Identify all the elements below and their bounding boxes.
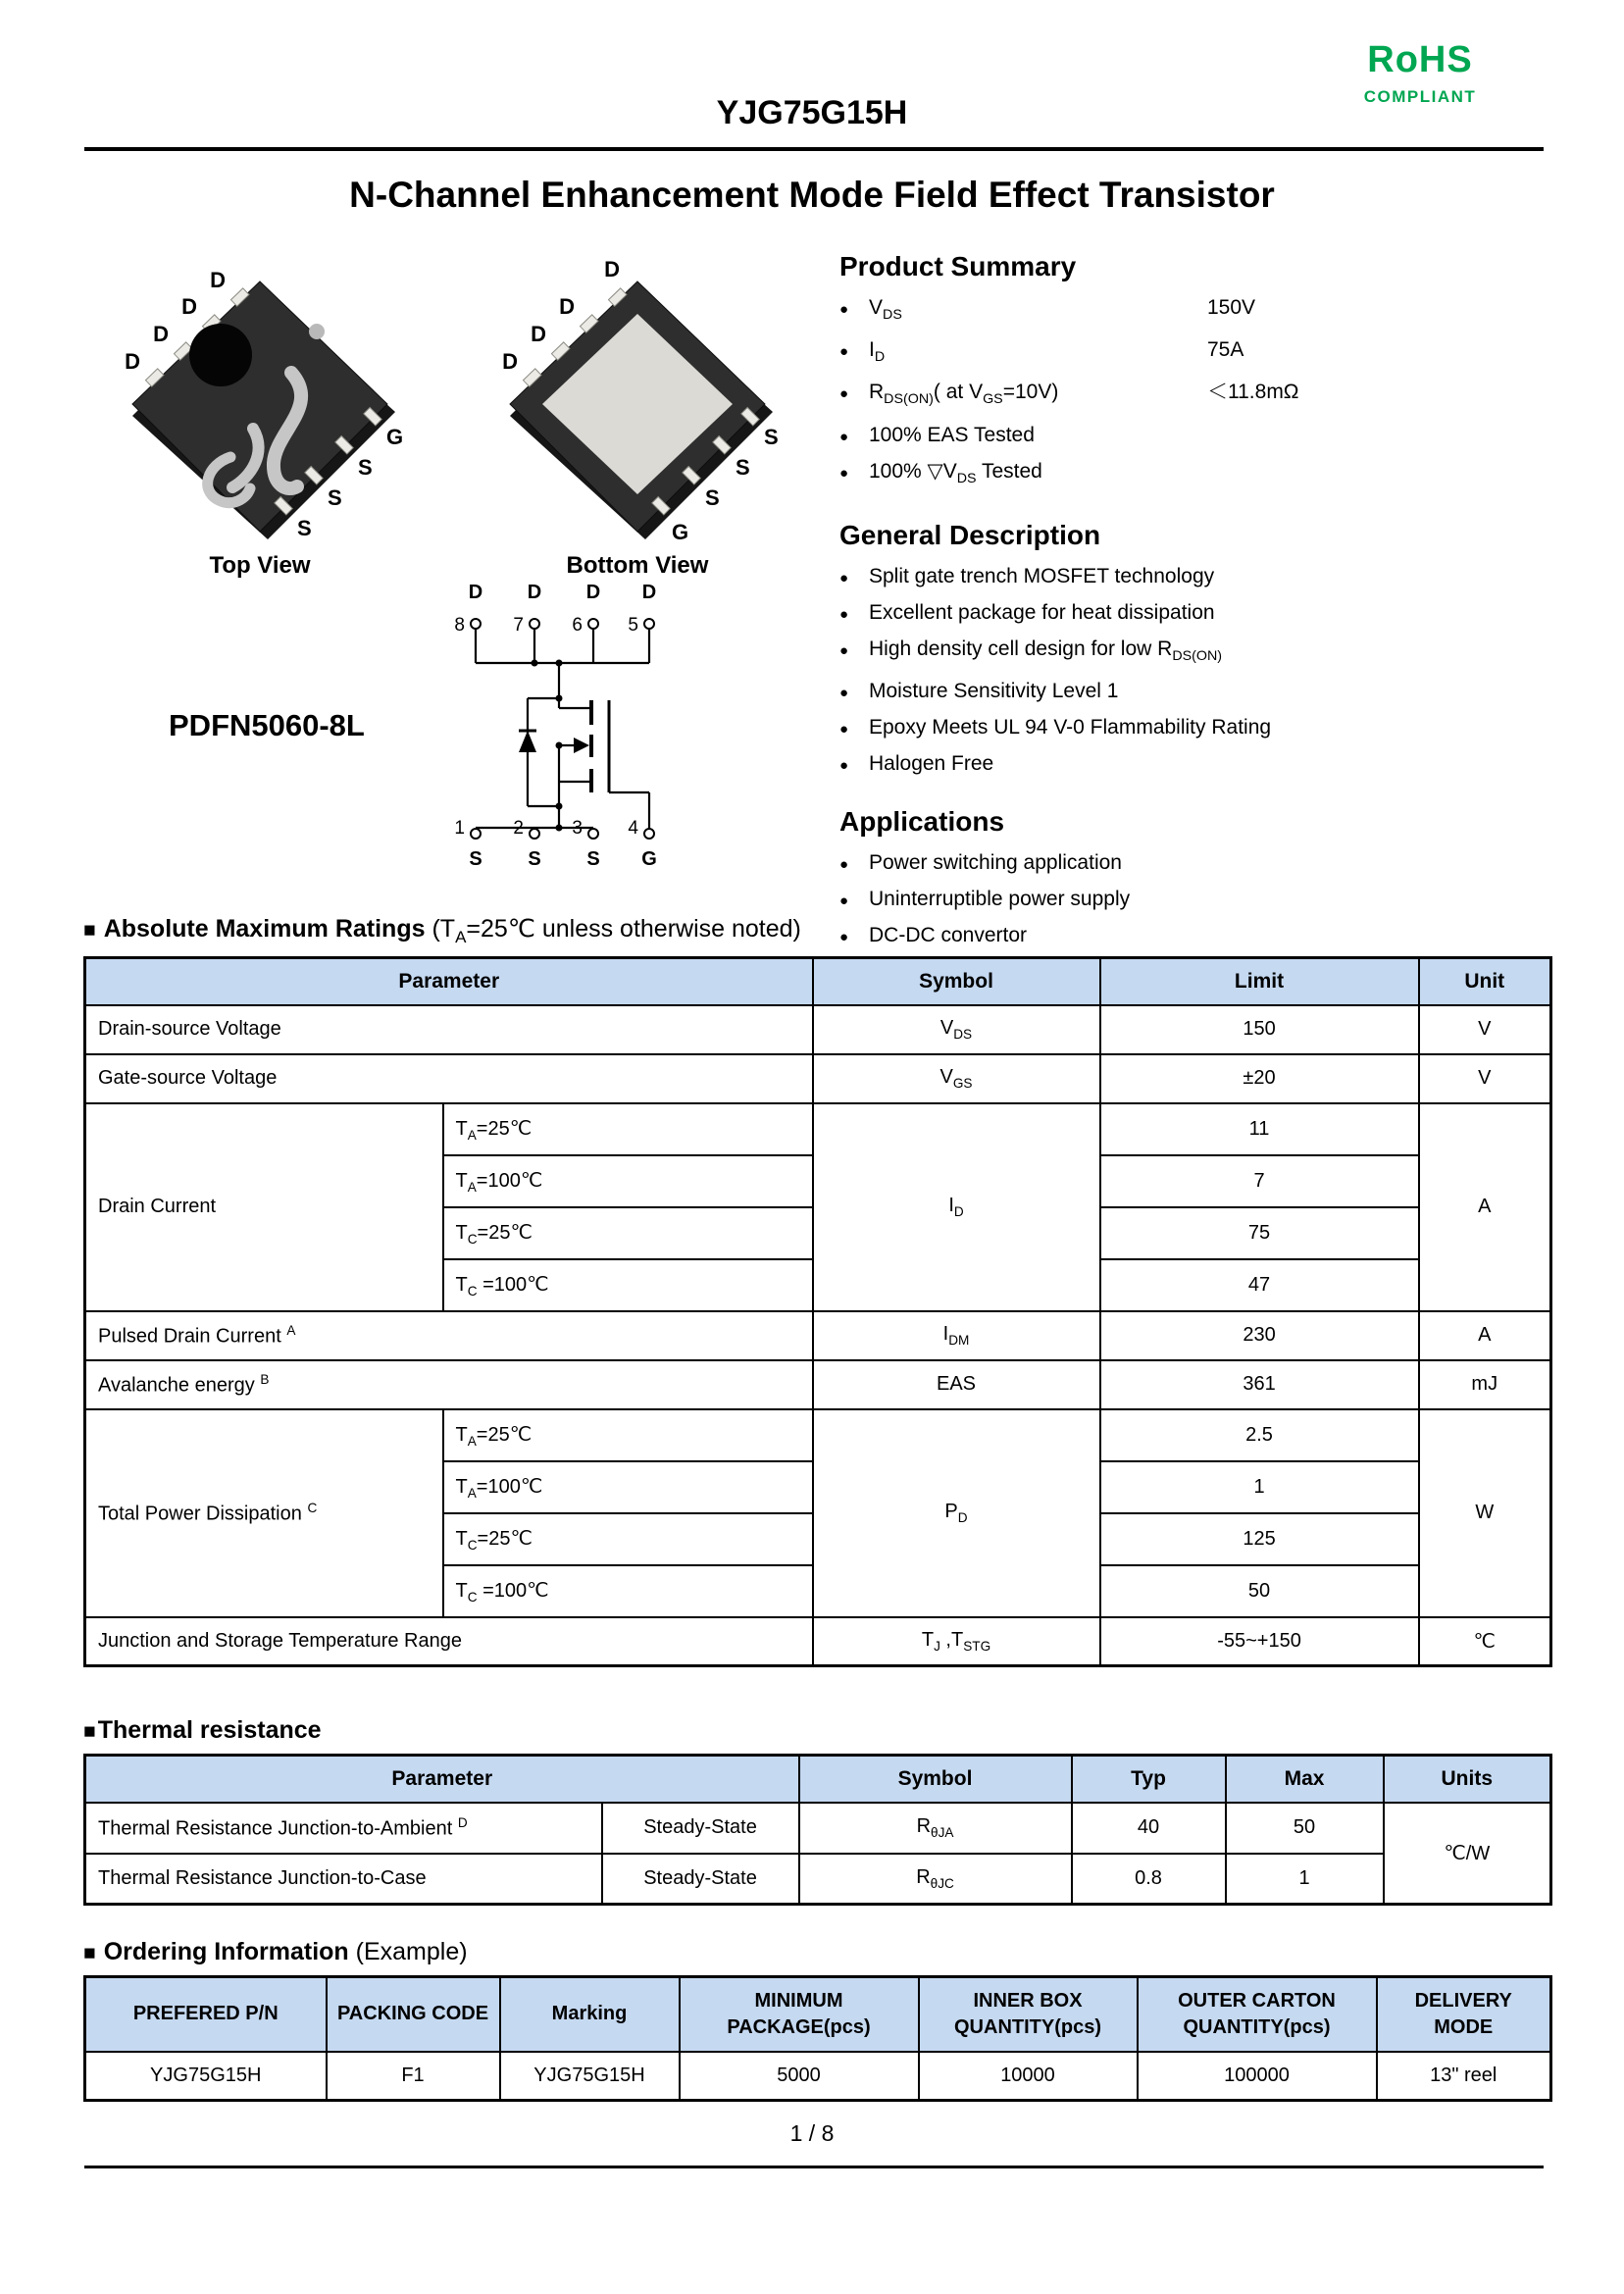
bottom-view-caption: Bottom View [566,552,709,579]
param-cell: Drain Current [85,1103,443,1311]
bullet-icon: ● [839,892,849,909]
column-header: Symbol [799,1756,1072,1803]
param-cell: Thermal Resistance Junction-to-Case [85,1854,602,1905]
pin-label: D [153,322,169,346]
column-header: MINIMUM PACKAGE(pcs) [680,1977,919,2052]
column-header: Symbol [813,958,1100,1005]
column-header: DELIVERY MODE [1377,1977,1551,2052]
limit-cell: 47 [1100,1259,1419,1311]
unit-cell: A [1419,1311,1551,1360]
spec-label: 100% $▽V_{DS}$ Tested [869,459,1042,486]
bullet-icon: ● [839,720,849,738]
spec-row [839,454,1516,496]
bullet-icon: ● [839,855,849,873]
feature-text: Moisture Sensitivity Level 1 [869,679,1119,702]
param-cell: Junction and Storage Temperature Range [85,1617,813,1666]
square-bullet-icon: ■ [83,1720,96,1743]
top-view-caption: Top View [209,552,311,579]
schematic-pin-number: 7 [513,615,524,636]
application-item [839,845,1516,882]
limit-cell: 50 [1100,1565,1419,1617]
feature-item [839,632,1516,674]
column-header: PACKING CODE [327,1977,500,2052]
limit-cell: 2.5 [1100,1409,1419,1461]
general-description-heading: General Description [839,519,1101,550]
symbol-cell: $T_J$ $,T_{STG}$ [813,1617,1100,1666]
pin-label: D [531,322,546,346]
bullet-icon: ● [839,428,849,445]
bullet-icon: ● [839,756,849,774]
thermal-heading [83,1716,1549,1745]
column-header: Marking [500,1977,680,2052]
pin-label: S [297,516,312,540]
thermal-heading-text: Thermal resistance [97,1716,322,1744]
thermal-resistance-section [83,1716,1549,1906]
units-cell: ℃/W [1384,1803,1551,1905]
pin-label: D [604,257,620,281]
spec-label: $R_{DS(ON)}$( at $V_{GS}=10V$) [869,381,1059,408]
table-row [85,1617,1551,1666]
condition-cell: $T_C=25℃$ [443,1207,813,1259]
column-header: Units [1384,1756,1551,1803]
param-cell: Gate-source Voltage [85,1054,813,1103]
param-cell: Total Power Dissipation $^C$ [85,1409,443,1617]
schematic-pin-number: 3 [572,818,583,839]
pin-label: S [736,455,750,480]
header-divider [84,147,1544,151]
feature-text: High density cell design for low $R_{DS(ON)}$ [869,637,1223,664]
feature-text: Halogen Free [869,751,994,775]
table-row [85,1409,1551,1461]
feature-text: Epoxy Meets UL 94 V-0 Flammability Rating [869,715,1272,739]
bullet-icon: ● [839,464,849,482]
condition-cell: $T_A=100℃$ [443,1461,813,1513]
spec-row [839,332,1516,375]
max-cell: 50 [1226,1803,1384,1854]
inner-box-cell: 10000 [919,2052,1138,2101]
bullet-icon: ● [839,641,849,659]
application-item [839,882,1516,918]
amr-heading [83,914,1549,947]
column-header: Unit [1419,958,1551,1005]
unit-cell: ℃ [1419,1617,1551,1666]
ordering-heading-text: Ordering Information (Example) [103,1938,468,1965]
part-number-cell: YJG75G15H [85,2052,327,2101]
condition-cell: Steady-State [602,1854,799,1905]
column-header: Parameter [85,1756,799,1803]
unit-cell: V [1419,1054,1551,1103]
schematic-pin-name: S [469,848,482,870]
feature-text: Split gate trench MOSFET technology [869,564,1215,587]
unit-cell: V [1419,1005,1551,1054]
bullet-icon: ● [839,569,849,586]
unit-cell: mJ [1419,1360,1551,1409]
limit-cell: 7 [1100,1155,1419,1207]
symbol-cell: $I_D$ [813,1103,1100,1311]
param-cell: Drain-source Voltage [85,1005,813,1054]
limit-cell: 1 [1100,1461,1419,1513]
unit-cell: W [1419,1409,1551,1617]
application-text: DC-DC convertor [869,923,1028,946]
spec-row [839,375,1516,417]
feature-text: Excellent package for heat dissipation [869,600,1215,624]
square-bullet-icon: ■ [83,1942,96,1964]
schematic-pin-number: 5 [628,615,638,636]
page-number: 1 / 8 [789,2120,835,2146]
pin-label: S [764,425,779,449]
table-row [85,1803,1551,1854]
table-row [85,2052,1551,2101]
top-view-chip [125,268,403,579]
delivery-mode-cell: 13" reel [1377,2052,1551,2101]
ordering-information-section [83,1938,1549,2102]
limit-cell: 75 [1100,1207,1419,1259]
mosfet-schematic-graphic [422,581,755,875]
max-cell: 1 [1226,1854,1384,1905]
symbol-cell: $V_{GS}$ [813,1054,1100,1103]
marking-cell: YJG75G15H [500,2052,680,2101]
pin-label: D [125,349,140,374]
bullet-icon: ● [839,343,849,361]
spec-label: $V_{DS}$ [869,296,902,324]
package-name: PDFN5060-8L [169,708,365,742]
condition-cell: Steady-State [602,1803,799,1854]
bullet-icon: ● [839,385,849,403]
schematic-pin-name: S [586,848,600,870]
spec-row [839,290,1516,332]
square-bullet-icon: ■ [83,919,96,942]
table-row [85,1005,1551,1054]
minimum-package-cell: 5000 [680,2052,919,2101]
typ-cell: 0.8 [1072,1854,1226,1905]
param-cell: Avalanche energy $^B$ [85,1360,813,1409]
condition-cell: $T_A=100℃$ [443,1155,813,1207]
table-row [85,1854,1551,1905]
schematic-pin-number: 8 [454,615,465,636]
feature-item [839,559,1516,595]
schematic-pin-number: 6 [572,615,583,636]
limit-cell: 150 [1100,1005,1419,1054]
condition-cell: $T_C$ =100℃ [443,1259,813,1311]
pin-label: G [386,425,404,449]
spec-row [839,418,1516,454]
product-summary-heading: Product Summary [839,251,1077,281]
symbol-cell: EAS [813,1360,1100,1409]
schematic-pin-number: 2 [513,818,524,839]
amr-table [83,956,1552,1667]
schematic-pin-name: D [468,582,483,603]
ordering-heading [83,1938,1549,1966]
spec-label: 100% EAS Tested [869,423,1035,446]
pin-label: S [358,455,373,480]
bottom-view-chip [502,257,779,579]
symbol-cell: $V_{DS}$ [813,1005,1100,1054]
pin-label: S [705,485,720,510]
footer-divider [84,2166,1544,2168]
schematic-pin-name: S [528,848,541,870]
spec-value: 75A [1207,338,1244,362]
applications-heading: Applications [839,805,1005,837]
summary-column [839,251,1516,954]
condition-cell: $T_C=25℃$ [443,1513,813,1565]
param-cell: Pulsed Drain Current $^A$ [85,1311,813,1360]
condition-cell: $T_A=25℃$ [443,1103,813,1155]
column-header: Max [1226,1756,1384,1803]
pin1-dot [189,324,252,386]
schematic-pin-number: 4 [628,818,638,839]
symbol-cell: $I_{DM}$ [813,1311,1100,1360]
pin-label: G [672,520,689,544]
column-header: Parameter [85,958,813,1005]
column-header: Typ [1072,1756,1226,1803]
absolute-maximum-ratings-section [83,914,1549,1667]
amr-heading-text: Absolute Maximum Ratings ($T_A=25℃$ unless otherwise noted) [103,915,801,946]
table-row [85,1311,1551,1360]
column-header: Limit [1100,958,1419,1005]
pin-label: D [181,294,197,319]
pin-label: D [559,294,575,319]
feature-item [839,710,1516,746]
limit-cell: ±20 [1100,1054,1419,1103]
schematic-pin-number: 1 [454,818,465,839]
rohs-label: RoHS [1367,39,1473,80]
symbol-cell: $P_D$ [813,1409,1100,1617]
spec-value: 150V [1207,296,1256,319]
symbol-cell: $R_{\theta JC}$ [799,1854,1072,1905]
limit-cell: -55~+150 [1100,1617,1419,1666]
bullet-icon: ● [839,605,849,623]
table-row [85,1103,1551,1155]
package-views-graphic [83,257,829,585]
table-row [85,1360,1551,1409]
column-header: OUTER CARTON QUANTITY(pcs) [1138,1977,1377,2052]
param-cell: Thermal Resistance Junction-to-Ambient $^D$ [85,1803,602,1854]
feature-item [839,746,1516,783]
pin-label: S [328,485,342,510]
pin-label: D [210,268,226,292]
thermal-table [83,1754,1552,1906]
condition-cell: $T_A=25℃$ [443,1409,813,1461]
condition-cell: $T_C$ =100℃ [443,1565,813,1617]
spec-value: ＜11.8mΩ [1207,381,1299,404]
limit-cell: 230 [1100,1311,1419,1360]
typ-cell: 40 [1072,1803,1226,1854]
pin-label: D [502,349,518,374]
limit-cell: 361 [1100,1360,1419,1409]
column-header: PREFERED P/N [85,1977,327,2052]
schematic-pin-name: D [641,582,657,603]
column-header: INNER BOX QUANTITY(pcs) [919,1977,1138,2052]
schematic-pin-name: G [641,848,657,870]
symbol-cell: $R_{\theta JA}$ [799,1803,1072,1854]
page-title: N-Channel Enhancement Mode Field Effect Transistor [349,175,1275,215]
packing-code-cell: F1 [327,2052,500,2101]
bullet-icon: ● [839,928,849,945]
feature-item [839,674,1516,710]
spec-label: $I_D$ [869,338,886,366]
table-row [85,1054,1551,1103]
unit-cell: A [1419,1103,1551,1311]
application-text: Power switching application [869,850,1122,874]
application-text: Uninterruptible power supply [869,887,1131,910]
schematic-pin-name: D [527,582,542,603]
schematic-pin-name: D [585,582,601,603]
rohs-compliant-label: COMPLIANT [1363,87,1477,106]
limit-cell: 125 [1100,1513,1419,1565]
bullet-icon: ● [839,684,849,701]
limit-cell: 11 [1100,1103,1419,1155]
outer-carton-cell: 100000 [1138,2052,1377,2101]
page-header-part-number: YJG75G15H [716,94,908,131]
ordering-table [83,1975,1552,2102]
feature-item [839,595,1516,632]
bullet-icon: ● [839,301,849,318]
